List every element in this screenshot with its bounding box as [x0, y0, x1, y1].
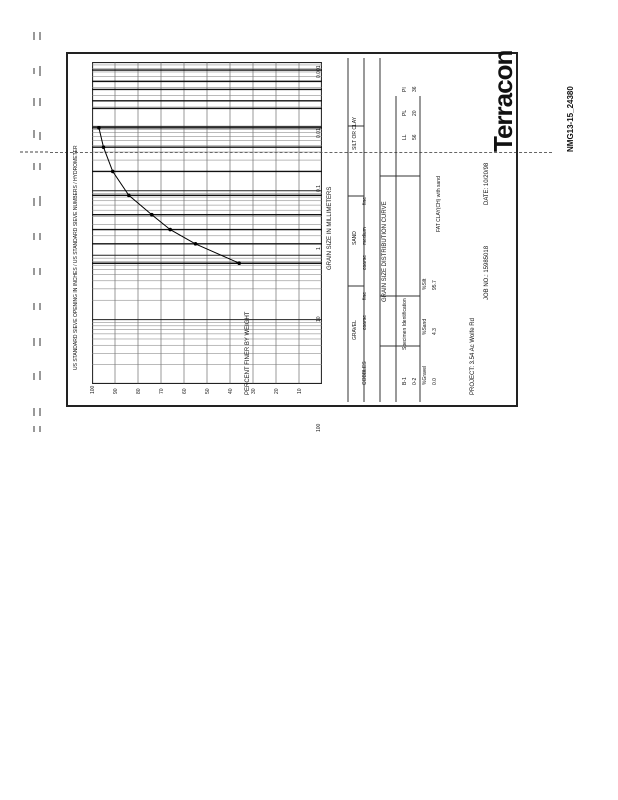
data-point: [127, 194, 131, 198]
y-tick: 20: [274, 388, 280, 394]
x-tick: 0.001: [316, 65, 322, 78]
table-fine: fine: [362, 291, 368, 300]
footer-job: JOB NO.: 15985018: [484, 245, 490, 300]
y-tick: 70: [159, 388, 165, 394]
table-cobbles: COBBLES: [362, 361, 368, 385]
y-tick: 50: [205, 388, 211, 394]
table-pct-silt: %Silt: [422, 278, 428, 290]
y-tick: 40: [228, 388, 234, 394]
data-point: [150, 213, 154, 217]
x-tick: 10: [316, 316, 322, 322]
chart-header: US STANDARD SIEVE OPENING IN INCHES / US STANDARD SIEVE NUMBERS / HYDROMETER: [73, 145, 79, 370]
y-tick: 60: [182, 388, 188, 394]
table-classification: FAT CLAY(CH) with sand: [436, 176, 442, 232]
doc-id: NMG13-15_24380: [566, 86, 575, 152]
data-point: [194, 242, 198, 246]
table-pl: PL: [402, 109, 408, 116]
table-silt-val: 95.7: [432, 280, 438, 290]
company-logo: Terracon: [488, 50, 518, 152]
chart-title: GRAIN SIZE DISTRIBUTION CURVE: [382, 201, 388, 302]
margin-dash-pattern: [20, 28, 50, 438]
x-tick: 0.01: [316, 128, 322, 138]
x-axis-label: GRAIN SIZE IN MILLIMETERS: [327, 186, 333, 270]
y-axis-label: PERCENT FINER BY WEIGHT: [245, 311, 251, 395]
table-ll: LL: [402, 134, 408, 140]
table-ll-value: 56: [412, 134, 418, 140]
table-depth: 0-2: [412, 377, 418, 385]
data-point: [102, 145, 106, 149]
table-gravel: GRAVEL: [352, 320, 358, 340]
x-tick: 1: [316, 247, 322, 250]
data-point: [111, 170, 115, 174]
table-silt-clay: SILT OR CLAY: [352, 116, 358, 150]
table-specimen: Specimen Identification: [402, 298, 408, 350]
table-boring: B-1: [402, 377, 408, 385]
data-point: [97, 126, 101, 130]
y-tick: 30: [251, 388, 257, 394]
x-tick: 100: [316, 423, 322, 432]
table-coarse: coarse: [362, 314, 368, 330]
table-sand: SAND: [352, 231, 358, 245]
table-pi-value: 36: [412, 86, 418, 92]
y-tick: 100: [90, 385, 96, 394]
footer-date: DATE: 10/20/98: [484, 162, 490, 205]
chart-area: [92, 62, 322, 384]
table-pl-value: 20: [412, 110, 418, 116]
table-pct-sand: %Sand: [422, 318, 428, 335]
table-sand-val: 4.3: [432, 328, 438, 335]
x-ticks: [312, 60, 326, 432]
y-tick: 80: [136, 388, 142, 394]
x-tick: 0.1: [316, 185, 322, 192]
table-coarse2: coarse: [362, 254, 368, 270]
y-ticks: [80, 386, 310, 396]
table-medium: medium: [362, 227, 368, 245]
left-margin-marks: [20, 28, 50, 438]
table-pct-gravel: %Gravel: [422, 365, 428, 385]
data-point: [168, 228, 172, 232]
y-tick: 90: [113, 388, 119, 394]
table-fine2: fine: [362, 196, 368, 205]
data-point: [237, 261, 241, 265]
y-tick: 10: [297, 388, 303, 394]
table-pi: PI: [402, 87, 408, 92]
table-gravel-val: 0.0: [432, 378, 438, 385]
footer-project: PROJECT: 3.54 Ac Wolfe Rd: [470, 318, 476, 395]
grain-size-chart: [92, 62, 322, 384]
